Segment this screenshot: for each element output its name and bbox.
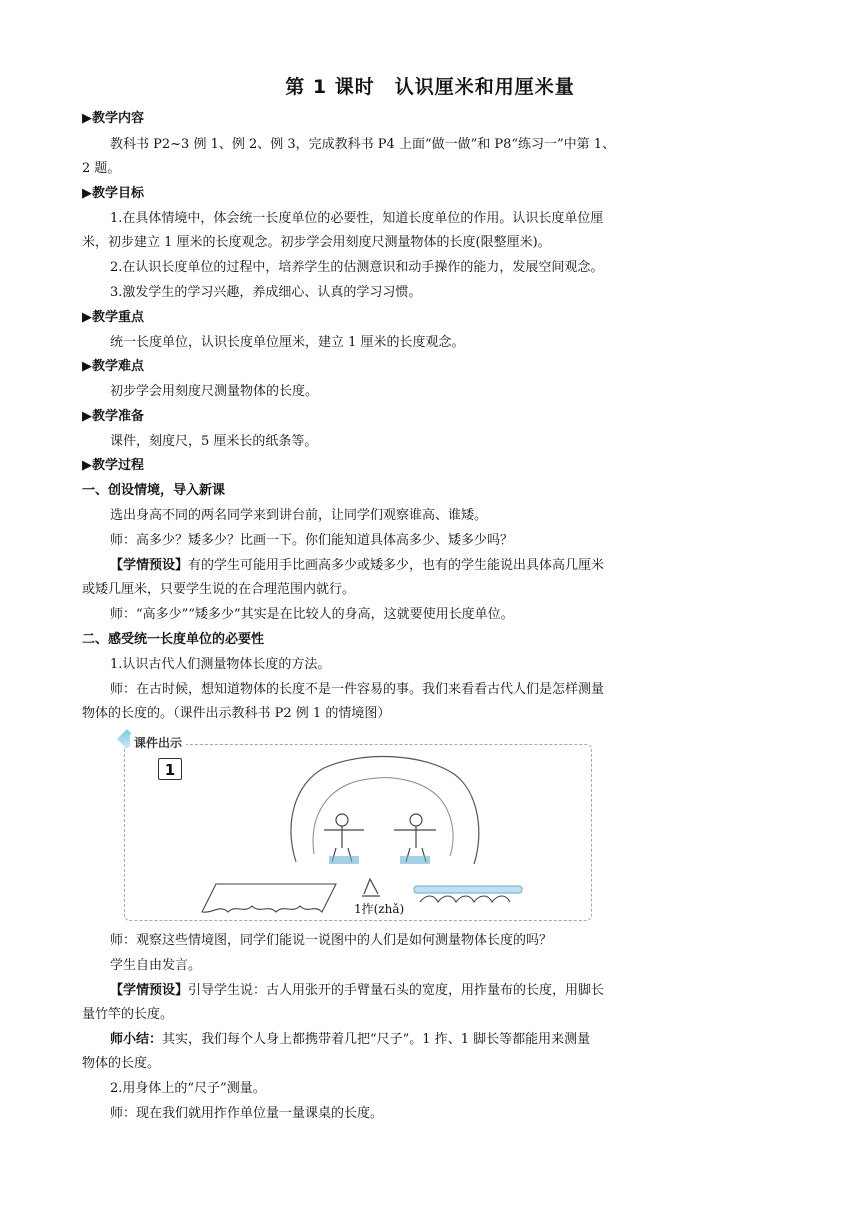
part1-text: 选出身高不同的两名同学来到讲台前，让同学们观察谁高、谁矮。 xyxy=(110,508,488,523)
preset-tag: 【学情预设】 xyxy=(110,558,189,573)
goal-1-cont: 米，初步建立 1 厘米的长度观念。初步学会用刻度尺测量物体的长度(限整厘米)。 xyxy=(82,235,551,250)
teacher-summary-cont: 物体的长度。 xyxy=(82,1056,161,1071)
summary-tag: 师小结： xyxy=(110,1032,163,1047)
rock-arch-inner xyxy=(313,778,453,856)
figure-label: 课件出示 xyxy=(130,734,186,751)
part1-preset xyxy=(110,557,762,575)
part1-heading: 一、创设情境，导入新课 xyxy=(82,483,226,498)
part2-preset-cont: 量竹竿的长度。 xyxy=(82,1007,174,1022)
part1-preset-cont: 或矮几厘米，只要学生说的在合理范围内就行。 xyxy=(82,582,356,597)
part2-item-1: 1.认识古代人们测量物体长度的方法。 xyxy=(110,657,331,672)
part2-teacher-1: 师：在古时候，想知道物体的长度不是一件容易的事。我们来看看古代人们是怎样测量 xyxy=(110,682,605,697)
page-title: 第 1 课时 认识厘米和用厘米量 xyxy=(285,76,575,98)
key-text: 统一长度单位，认识长度单位厘米，建立 1 厘米的长度观念。 xyxy=(110,335,465,350)
content-text: 教科书 P2~3 例 1、例 2、例 3，完成教科书 P4 上面“做一做”和 P8“练习一”中第 1、 xyxy=(110,137,616,152)
ground-patch-left xyxy=(329,856,359,864)
part2-item-2: 2.用身体上的“尺子”测量。 xyxy=(110,1081,266,1096)
section-heading-process: ▶教学过程 xyxy=(82,458,144,473)
part2-heading: 二、感受统一长度单位的必要性 xyxy=(82,632,265,647)
part2-teacher-2: 师：观察这些情境图，同学们能说一说图中的人们是如何测量物体长度的吗？ xyxy=(110,933,553,948)
example-number-badge: 1 xyxy=(158,758,182,780)
part2-teacher-3: 师：现在我们就用拃作单位量一量课桌的长度。 xyxy=(110,1106,384,1121)
ancient-measuring-illustration xyxy=(124,744,592,921)
cloth xyxy=(202,884,336,912)
rock-arch xyxy=(291,757,479,864)
footprints xyxy=(420,896,510,902)
teacher-summary xyxy=(110,1031,762,1049)
section-heading-goals: ▶教学目标 xyxy=(82,186,144,201)
goal-3: 3.激发学生的学习兴趣，养成细心、认真的学习习惯。 xyxy=(110,285,422,300)
content-text-cont: 2 题。 xyxy=(82,161,121,176)
section-heading-content: ▶教学内容 xyxy=(82,111,144,126)
part1-teacher-note: 师：“高多少”“矮多少”其实是在比较人的身高，这就要使用长度单位。 xyxy=(110,607,514,622)
prep-text: 课件，刻度尺，5 厘米长的纸条等。 xyxy=(110,434,318,449)
preset-text-2: 引导学生说：古人用张开的手臂量石头的宽度，用拃量布的长度，用脚长 xyxy=(188,983,605,998)
part1-teacher-q: 师：高多少？矮多少？比画一下。你们能知道具体高多少、矮多少吗？ xyxy=(110,533,514,548)
summary-text: 其实，我们每个人身上都携带着几把“尺子”。1 拃、1 脚长等都能用来测量 xyxy=(162,1032,591,1047)
person-left xyxy=(324,814,364,862)
figure-caption: 1拃(zhǎ) xyxy=(354,902,405,916)
section-heading-difficulty: ▶教学难点 xyxy=(82,359,144,374)
part2-teacher-1-cont: 物体的长度的。（课件出示教科书 P2 例 1 的情境图） xyxy=(82,706,391,721)
person-right xyxy=(394,814,436,862)
part2-students: 学生自由发言。 xyxy=(110,958,202,973)
difficulty-text: 初步学会用刻度尺测量物体的长度。 xyxy=(110,384,319,399)
section-heading-key: ▶教学重点 xyxy=(82,310,144,325)
ground-patch-right xyxy=(400,856,430,864)
part2-preset xyxy=(110,982,762,1000)
section-heading-prep: ▶教学准备 xyxy=(82,409,144,424)
preset-text: 有的学生可能用手比画高多少或矮多少，也有的学生能说出具体高几厘米 xyxy=(188,558,605,573)
hand-span xyxy=(362,879,380,896)
preset-tag-2: 【学情预设】 xyxy=(110,983,189,998)
goal-1: 1.在具体情境中，体会统一长度单位的必要性，知道长度单位的作用。认识长度单位厘 xyxy=(110,211,604,226)
goal-2: 2.在认识长度单位的过程中，培养学生的估测意识和动手操作的能力，发展空间观念。 xyxy=(110,260,604,275)
bamboo-pole xyxy=(414,886,522,893)
